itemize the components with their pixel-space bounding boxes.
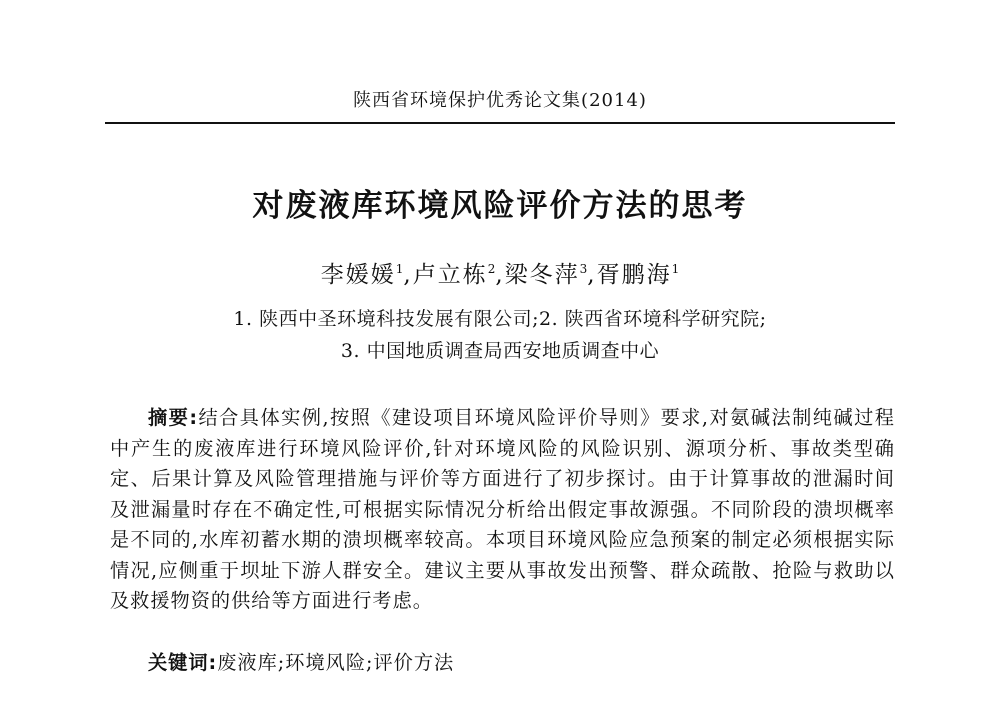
author-affil-mark: 3 <box>579 262 588 276</box>
author-separator: , <box>495 262 505 288</box>
abstract-text: 结合具体实例,按照《建设项目环境风险评价导则》要求,对氨碱法制纯碱过程中产生的废液库进行环境风险评价,针对环境风险的风险识别、源项分析、事故类型确定、后果计算及风险管理措施与评价等方面进行了初步探讨。由于计算事故的泄漏时间及泄漏量时存在不确定性,可根据实际情况分析给出假定事故源强。不同阶段的溃坝概率是不同的,水库初蓄水期的溃坝概率较高。本项目环境风险应急预案的制定必须根据实际情况,应侧重于坝址下游人群安全。建议主要从事故发出预警、群众疏散、抢险与救助以及救援物资的供给等方面进行考虑。 <box>110 406 895 612</box>
author-separator: , <box>587 262 597 288</box>
author-name: 梁冬萍 <box>504 262 580 288</box>
author-name: 卢立栋 <box>412 262 488 288</box>
keywords <box>148 648 895 675</box>
author-separator: , <box>403 262 413 288</box>
author-name: 胥鹏海 <box>596 262 672 288</box>
keywords-label: 关键词: <box>148 651 218 674</box>
running-header: 陕西省环境保护优秀论文集(2014) <box>353 90 647 111</box>
affiliation-line-2: 3. 中国地质调查局西安地质调查中心 <box>340 340 660 362</box>
abstract-label: 摘要: <box>148 406 198 429</box>
keywords-text: 废液库;环境风险;评价方法 <box>217 651 455 674</box>
abstract <box>110 403 895 617</box>
author-affil-mark: 1 <box>671 262 680 276</box>
author-affil-mark: 1 <box>395 262 404 276</box>
affiliation-line-1: 1. 陕西中圣环境科技发展有限公司;2. 陕西省环境科学研究院; <box>233 308 767 330</box>
author-list <box>105 256 895 289</box>
paper-title: 对废液库环境风险评价方法的思考 <box>252 188 748 224</box>
author-affil-mark: 2 <box>487 262 496 276</box>
header-rule <box>105 122 895 124</box>
author-name: 李媛媛 <box>320 262 396 288</box>
